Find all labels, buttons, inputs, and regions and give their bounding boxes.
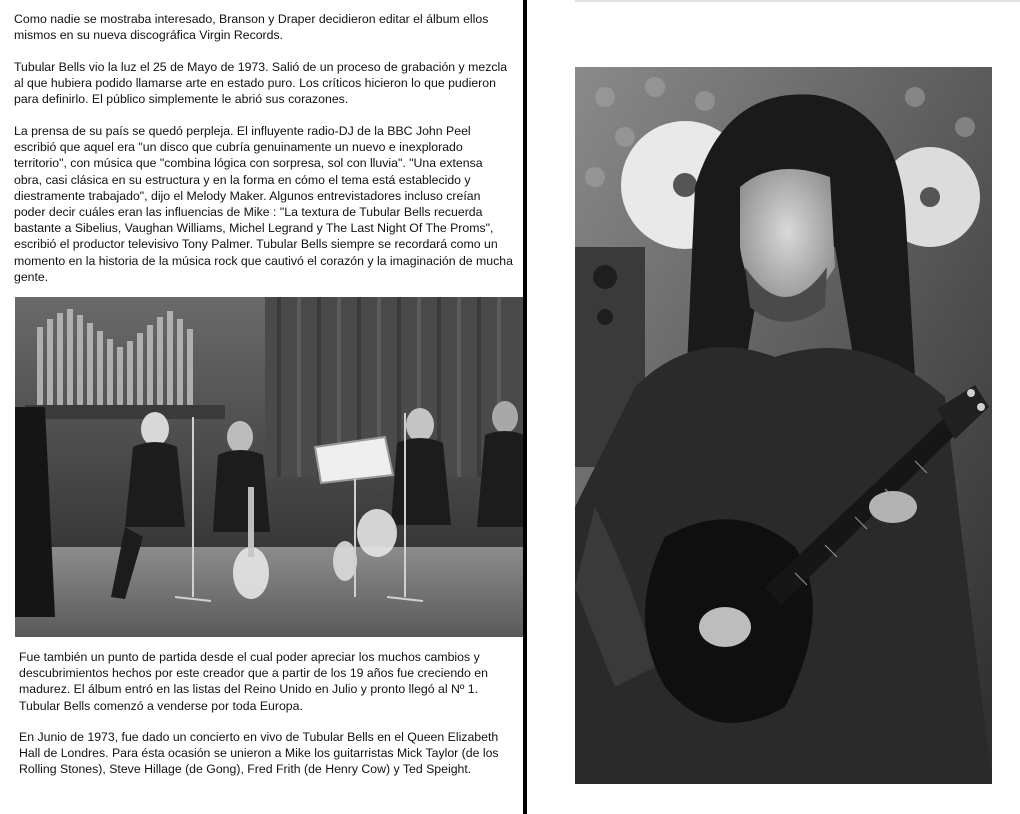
paragraph-starting-point: Fue también un punto de partida desde el cual poder apreciar los muchos cambios y descubrimientos hechos por este creador que a partir de los 19 años fue creciendo en madurez. El álbum entró en las listas del Reino Unido en Julio y pronto llegó al Nº 1. Tubular Bells comenzó a venderse por toda Europa. <box>19 650 488 713</box>
band-rehearsal-illustration <box>15 297 524 637</box>
picking-hand <box>699 607 751 647</box>
fretting-hand <box>869 491 917 523</box>
paragraph-press-reaction: La prensa de su país se quedó perpleja. El influyente radio-DJ de la BBC John Peel escribió que aquel era "un disco que cubría genuinamente un nuevo e inexplorado territorio", con música que "combina lógica con sorpresa, sol con lluvia". "Una extensa obra, casi clásica en su estructura y en la forma en cómo el tema está establecido y diestramente trabajado", dijo el Melody Maker. Algunos entrevistadores incluso creían poder decir cuáles eran las influencias de Mike : "La textura de Tubular Bells recuerda bastante a Sibelius, Vaughan Williams, Michel Legrand y The Last Night Of The Proms", escribió el productor televisivo Tony Palmer. Tubular Bells siempre se recordará como un momento en la historia de la música rock que cautivó el corazón y la imaginación de mucha gente. <box>14 124 513 284</box>
paragraph-release-intro: Como nadie se mostraba interesado, Branson y Draper decidieron editar el álbum ellos mismos en su nueva discográfica Virgin Records. <box>14 12 489 43</box>
guitarist-portrait-photo <box>575 67 992 784</box>
band-rehearsal-photo <box>15 297 524 637</box>
right-page-top-rule <box>575 0 1020 2</box>
paragraph-release-date: Tubular Bells vio la luz el 25 de Mayo de 1973. Salió de un proceso de grabación y mezcla al que hubiera podido llamarse arte en estado puro. Los críticos hicieron lo que pudieron para definirlo. El público simplemente le abrió sus corazones. <box>14 60 508 107</box>
page-divider <box>523 0 527 814</box>
paragraph-live-concert: En Junio de 1973, fue dado un concierto en vivo de Tubular Bells en el Queen Elizabeth Hall de Londres. Para ésta ocasión se unieron a Mike los guitarristas Mick Taylor (de los Rolling Stones), Steve Hillage (de Gong), Fred Frith (de Henry Cow) y Ted Speight. <box>19 730 499 777</box>
guitarist-portrait-illustration <box>575 67 992 784</box>
